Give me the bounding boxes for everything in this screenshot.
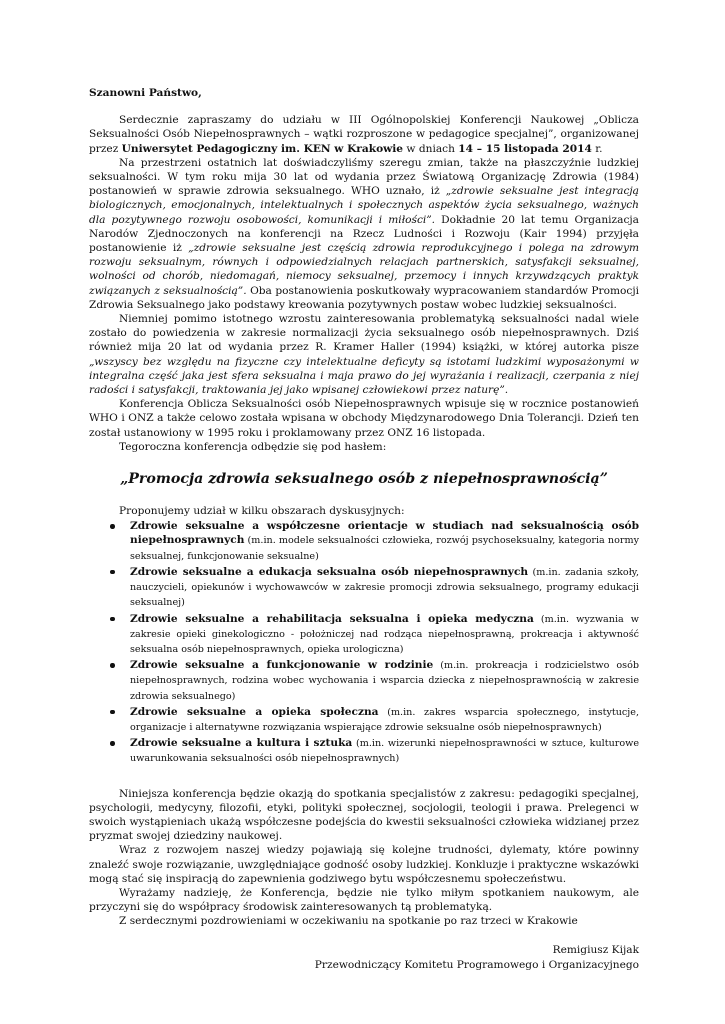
area-description: (m.in. wizerunki niepełnosprawności w sztuce, kulturowe uwarunkowania seksualności osób niepełnosprawnych): [130, 738, 639, 765]
area-title: Zdrowie seksualne a funkcjonowanie w rodzinie: [130, 659, 434, 672]
invitation-text-2: w dniach: [403, 142, 459, 155]
paragraph-tolerance-day: Konferencja Oblicza Seksualności osób Niepełnosprawnych wpisuje się w rocznice postanowień WHO i ONZ a także celowo została wpisana w obchody Międzynarodowego Dnia Tolerancji. Dzień ten został ustanowiony w 1995 roku i proklamowany przez ONZ 16 listopada.: [89, 398, 639, 439]
list-item: [130, 658, 639, 704]
area-title: Zdrowie seksualne a edukacja seksualna osób niepełnosprawnych: [130, 565, 529, 578]
list-item: [130, 565, 639, 611]
un-quote: „zdrowie seksualne jest częścią zdrowia reprodukcyjnego i polega na zdrowym rozwoju seksualnym, równych i odpowiedzialnych relacjach partnerskich, satysfakcji seksualnej, wolności od chorób, niedomagań, niemocy seksualnej, przemocy i innych krzywdzących praktyk związanych z seksualnością”.: [89, 242, 639, 297]
who-quote: „zdrowie seksualne jest integracją biologicznych, emocjonalnych, intelektualnych i społecznych aspektów życia seksualnego, ważnych dla pozytywnego rozwoju osobowości, komunikacji i miłości”.: [89, 185, 640, 226]
history-text-3: Oba postanowienia poskutkowały wypracowaniem standardów Promocji Zdrowia Seksualnego jako podstawy kreowania pozytywnych postaw wobec ludzkiej seksualności.: [89, 284, 640, 311]
signature-role: Przewodniczący Komitetu Programowego i Organizacyjnego: [314, 958, 639, 971]
conference-motto: „Promocja zdrowia seksualnego osób z niepełnosprawnością”: [120, 471, 608, 488]
list-item: [130, 519, 639, 564]
areas-intro: Proponujemy udział w kilku obszarach dyskusyjnych:: [119, 505, 405, 518]
paragraph-normalization: [89, 312, 639, 397]
list-item: [130, 612, 639, 658]
greeting: Szanowni Państwo,: [89, 87, 202, 99]
signature-name: Remigiusz Kijak: [552, 943, 639, 956]
area-title: Zdrowie seksualne a rehabilitacja seksualna i opieka medyczna: [130, 612, 534, 625]
area-title: Zdrowie seksualne a współczesne orientacje w studiach nad seksualnością osób niepełnosprawnych: [130, 520, 639, 547]
paragraph-invitation: [89, 113, 639, 156]
discussion-areas-list: [89, 519, 639, 766]
organizer-name: Uniwersytet Pedagogiczny im. KEN w Krakowie: [121, 142, 404, 155]
area-description: (m.in. modele seksualności człowieka, rozwój psychoseksualny, kategoria normy seksualnej, funkcjonowanie seksualne): [130, 535, 639, 562]
haller-quote: „wszyscy bez względu na fizyczne czy intelektualne deficyty są istotami ludzkimi wyposażonymi w integralna część jaka jest sfera seksualna i maja prawo do jej wyrażania i realizacji, czerpania z niej radości i satysfakcji, traktowania jej jako wpisanej człowiekowi przez naturę”.: [89, 355, 639, 397]
paragraph-history: [89, 156, 639, 312]
normalization-text: Niemniej pomimo istotnego wzrostu zainteresowania problematyką seksualności nadal wiele zostało do powiedzenia w zakresie normalizacji życia seksualnego osób niepełnosprawnych. Dziś również mija 20 lat od wydania przez R. Kramer Haller (1994) książki, w której autorka pisze: [89, 313, 639, 354]
paragraph-specialists: Niniejsza konferencja będzie okazją do spotkania specjalistów z zakresu: pedagogiki specjalnej, psychologii, medycyny, filozofii, etyki, polityki społecznej, socjologii, teologii i prawa. Prelegenci w swoich wystąpieniach ukażą współczesne podejścia do kwestii seksualności człowieka widzianej przez pryzmat swojej dziedziny naukowej.: [89, 787, 639, 843]
list-item: [130, 705, 639, 735]
area-description: (m.in. zadania szkoły, nauczycieli, opiekunów i wychowawców w zakresie promocji zdrowia seksualnego, programy edukacji seksualnej): [130, 566, 640, 609]
conference-dates: 14 – 15 listopada 2014: [458, 142, 592, 155]
history-text: Na przestrzeni ostatnich lat doświadczyliśmy szeregu zmian, także na płaszczyźnie ludzkiej seksualności. W tym roku mija 30 lat od wydania przez Światową Organizację Zdrowia (1984) postanowień w sprawie zdrowia seksualnego. WHO uznało, iż: [89, 156, 639, 198]
area-description: (m.in. zakres wsparcia społecznego, instytucje, organizacje i alternatywne rozwiązania wspierające zdrowie seksualne osób niepełnosprawnych): [130, 706, 639, 733]
paragraph-knowledge: Wraz z rozwojem naszej wiedzy pojawiają się kolejne trudności, dylematy, które powinny znaleźć swoje rozwiązanie, uwzględniające godność osoby ludzkiej. Konkluzje i praktyczne wskazówki mogą stać się inspiracją do zapewnienia godziwego bytu współczesnemu społeczeństwu.: [89, 844, 639, 885]
invitation-text-3: r.: [591, 142, 603, 155]
paragraph-motto-intro: Tegoroczna konferencja odbędzie się pod hasłem:: [119, 440, 387, 453]
signature-block: [89, 943, 639, 973]
area-description: (m.in. prokreacja i rodzicielstwo osób niepełnosprawnych, rodzina wobec wychowania i wsparcia dziecka z niepełnosprawnością w zakresie zdrowia seksualnego): [130, 660, 639, 702]
history-text-2: Dokładnie 20 lat temu Organizacja Narodów Zjednoczonych na konferencji na Rzecz Ludności i Rozwoju (Kair 1994) przyjęła postanowienie iż: [89, 213, 639, 255]
list-item: [130, 736, 639, 766]
paragraph-closing: Z serdecznymi pozdrowieniami w oczekiwaniu na spotkanie po raz trzeci w Krakowie: [119, 915, 578, 928]
area-description: (m.in. wyzwania w zakresie opieki ginekologiczno - położniczej nad rodząca niepełnosprawną, prokreacja i aktywność seksualna osób niepełnosprawnych, opieka urologiczna): [130, 613, 639, 655]
paragraph-hope: Wyrażamy nadzieję, że Konferencja, będzie nie tylko miłym spotkaniem naukowym, ale przyczyni się do współpracy środowisk zainteresowanych tą problematyką.: [89, 886, 639, 914]
area-title: Zdrowie seksualne a kultura i sztuka: [130, 737, 353, 750]
invitation-text: Serdecznie zapraszamy do udziału w III Ogólnopolskiej Konferencji Naukowej „Oblicza Seksualności Osób Niepełnosprawnych – wątki rozproszone w pedagogice specjalnej”, organizowanej przez: [89, 114, 639, 155]
area-title: Zdrowie seksualne a opieka społeczna: [130, 705, 379, 718]
